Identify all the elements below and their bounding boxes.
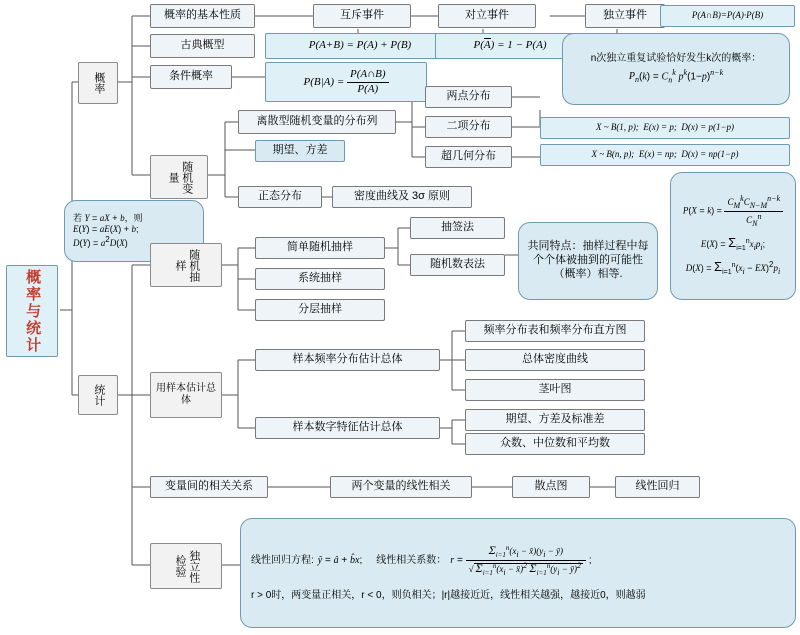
node-numeric-feature-estimate[interactable]: 样本数字特征估计总体 [255,417,440,439]
panel-regression [240,518,796,628]
formula-conditional-rule: P(B|A) = $\frac{P(A\cap B)}{P(A)}$ [265,62,427,102]
node-freq-table-histogram[interactable]: 频率分布表和频率分布直方图 [465,320,645,342]
node-density-curve-3sigma[interactable]: 密度曲线及 3σ 原则 [332,186,472,208]
node-mode-median-average[interactable]: 众数、中位数和平均数 [465,433,645,455]
panel-common-point: 共同特点：抽样过程中每个个体被抽到的可能性（概率）相等. [518,222,658,300]
hyper-p-formula: P(X = k) = $\frac{C_M^kC_{N-M}^{n-k}}{C_N^n}$ [683,194,783,229]
hyper-d-formula: $D(X) = \Sigma_{i=1}^n(x_i - EX)^2p_i$ [685,259,781,277]
node-random-number-table[interactable]: 随机数表法 [410,254,505,276]
node-probability-label: 概率 [92,72,105,94]
bernoulli-formula: $P_n(k) = C_n^k$ $p^k(1-p)^{n-k}$ [628,68,724,85]
node-conditional-probability[interactable]: 条件概率 [150,65,232,89]
node-binomial-distribution[interactable]: 二项分布 [425,116,512,138]
node-discrete-distribution[interactable]: 离散型随机变量的分布列 [238,110,396,134]
node-statistics[interactable] [78,375,118,415]
node-hypergeometric-distribution[interactable]: 超几何分布 [425,146,512,168]
panel-bernoulli [562,33,790,105]
node-population-density-curve[interactable]: 总体密度曲线 [465,349,645,371]
node-simple-random-sampling[interactable]: 简单随机抽样 [255,237,385,259]
formula-complement-rule: P(A) = 1 − P(A) [435,33,585,59]
node-mean-variance-sd[interactable]: 期望、方差及标准差 [465,409,645,431]
node-two-point-distribution[interactable]: 两点分布 [425,86,512,108]
node-independent-event[interactable]: 独立事件 [585,4,665,28]
node-complementary-event[interactable]: 对立事件 [438,4,536,28]
corr-coef-formula: r = $\frac{\Sigma_{i=1}^n(x_i - x̄)(y_i - ȳ)}{√ \Sigma_{i=1}^n(x_i - x̄)^2 \Sigma_{i=1}^n(y_i - ȳ)^2}$ ; [450,543,592,578]
node-random-sampling[interactable] [150,243,222,287]
corr-coef-label: 线性相关系数： [376,554,447,566]
node-variable-correlation[interactable]: 变量间的相关关系 [150,476,268,498]
node-normal-distribution[interactable]: 正态分布 [238,186,322,208]
node-estimate-population-label: 用样本估计总体 [156,382,216,406]
root-title [6,265,58,357]
regression-eq-label: 线性回归方程: [251,554,314,566]
formula-binomial: X ~ B(n, p); E(x) = np; D(x) = np(1−p) [540,144,790,166]
node-stem-leaf-plot[interactable]: 茎叶图 [465,379,645,401]
regression-eq: ŷ = â + b̂x; [317,554,363,566]
node-systematic-sampling[interactable]: 系统抽样 [255,268,385,290]
linear-transform-line2: E(Y) = aE(X) + b; [73,223,139,234]
linear-transform-line3: $D(Y) = a^2D(X)$ [73,235,128,249]
node-mutually-exclusive[interactable]: 互斥事件 [313,4,411,28]
root-title-label: 概率与统计 [24,268,42,354]
node-independence-test-label: 独立性检验 [174,549,200,583]
node-statistics-label: 统计 [92,384,105,406]
formula-two-point: X ~ B(1, p); E(x) = p; D(x) = p(1−p) [540,117,790,139]
bernoulli-text: n次独立重复试验恰好发生k次的概率： [590,52,762,64]
node-basic-property[interactable]: 概率的基本性质 [150,4,255,28]
node-stratified-sampling[interactable]: 分层抽样 [255,299,385,321]
node-two-variable-linear-correlation[interactable]: 两个变量的线性相关 [330,476,472,498]
node-random-variable-label: 随机变量 [167,160,193,194]
node-lottery-method[interactable]: 抽签法 [410,217,505,239]
node-expectation-variance[interactable]: 期望、方差 [255,140,345,162]
panel-hypergeometric [670,172,796,300]
node-independence-test[interactable] [150,543,222,589]
node-freq-dist-estimate[interactable]: 样本频率分布估计总体 [255,349,440,371]
hyper-e-formula: $E(X) = \Sigma_{i=1}^nx_ip_i$; [700,234,766,252]
node-probability[interactable] [78,62,118,104]
node-linear-regression[interactable]: 线性回归 [615,476,700,498]
node-random-sampling-label: 随机抽样 [174,248,200,282]
node-random-variable[interactable] [150,155,208,199]
regression-note: r > 0时，两变量正相关，r < 0，则负相关；|r|越接近近，线性相关越强，越接近0，则越弱 [251,590,646,602]
node-classical-model[interactable]: 古典概型 [150,34,255,58]
node-scatter-plot[interactable]: 散点图 [512,476,590,498]
node-estimate-population[interactable] [150,372,222,418]
formula-independent-rule: P(A∩B)=P(A)·P(B) [660,5,795,27]
formula-addition-rule: P(A+B) = P(A) + P(B) [265,33,455,59]
linear-transform-line1: 若 Y = aX + b，则 [73,212,143,223]
